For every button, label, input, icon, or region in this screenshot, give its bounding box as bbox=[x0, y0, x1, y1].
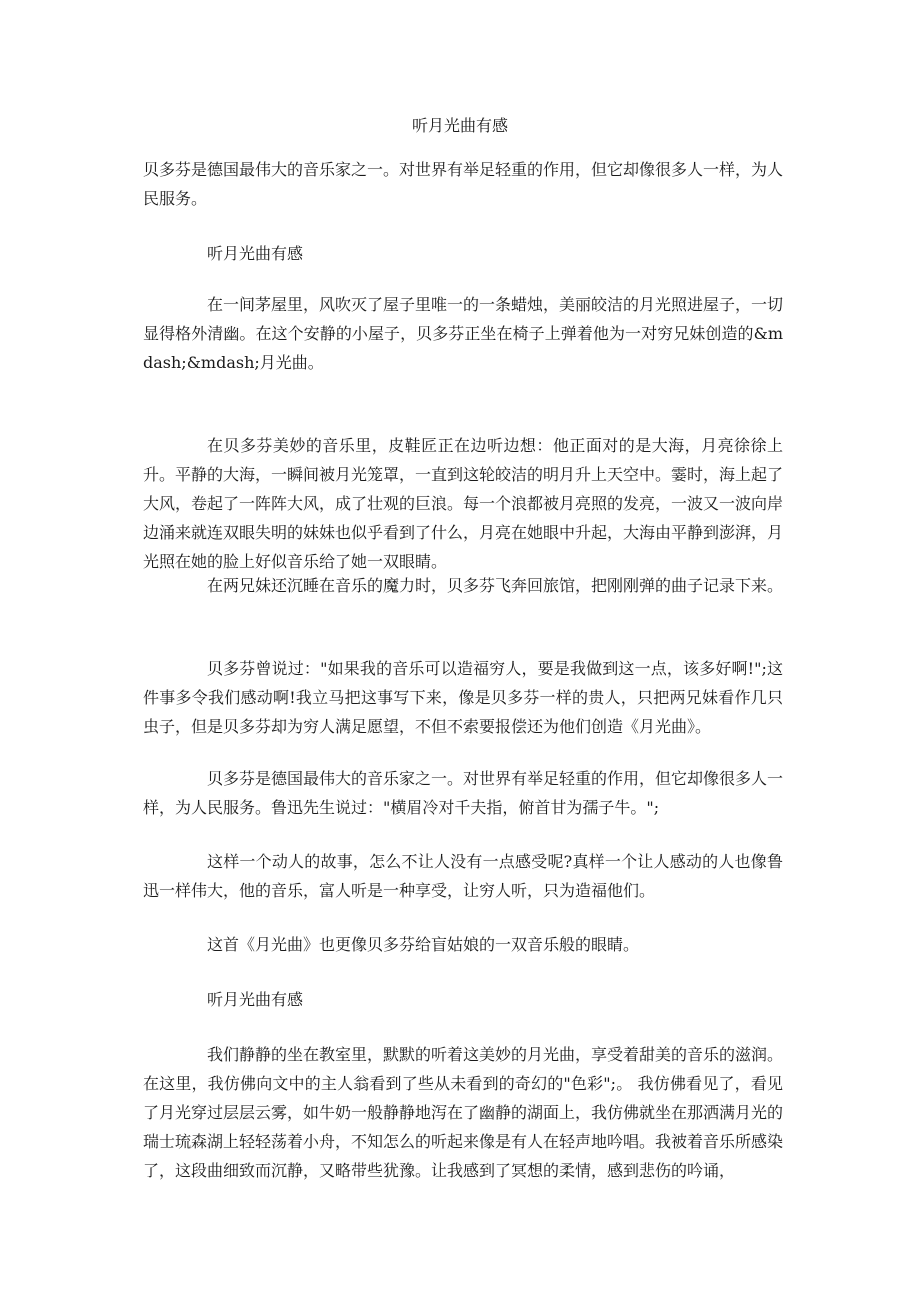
section-subtitle: 听月光曲有感 bbox=[207, 990, 304, 1009]
body-paragraph: 在贝多芬美妙的音乐里，皮鞋匠正在边听边想：他正面对的是大海，月亮徐徐上升。平静的大海，一瞬间被月光笼罩，一直到这轮皎洁的明月升上天空中。霎时，海上起了大风，卷起了一阵阵大风，成了壮观的巨浪。每一个浪都被月亮照的发亮，一波又一波向岸边涌来就连双眼失明的妹妹也似乎看到了什么，月亮在她眼中升起，大海由平静到澎湃，月光照在她的脸上好似音乐给了她一双眼睛。 bbox=[143, 436, 784, 571]
body-paragraph: 我们静静的坐在教室里，默默的听着这美妙的月光曲，享受着甜美的音乐的滋润。在这里，我仿佛向文中的主人翁看到了些从未看到的奇幻的"色彩";。 我仿佛看见了，看见了月光穿过层层云雾，如牛奶一般静静地泻在了幽静的湖面上，我仿佛就坐在那洒满月光的瑞士琉森湖上轻轻荡着小舟，不知怎么的听起来像是有人在轻声地吟唱。我被着音乐所感染了，这段曲细致而沉静，又略带些犹豫。让我感到了冥想的柔情，感到悲伤的吟诵， bbox=[143, 1045, 784, 1180]
body-paragraph: 在一间茅屋里，风吹灭了屋子里唯一的一条蜡烛，美丽皎洁的月光照进屋子，一切显得格外清幽。在这个安静的小屋子，贝多芬正坐在椅子上弹着他为一对穷兄妹创造的&mdash;&mdash;月光曲。 bbox=[143, 295, 784, 372]
body-paragraph: 这样一个动人的故事，怎么不让人没有一点感受呢?真样一个让人感动的人也像鲁迅一样伟大，他的音乐，富人听是一种享受，让穷人听，只为造福他们。 bbox=[143, 852, 783, 900]
body-paragraph: 在两兄妹还沉睡在音乐的魔力时，贝多芬飞奔回旅馆，把刚刚弹的曲子记录下来。 bbox=[207, 576, 784, 595]
intro-paragraph: 贝多芬是德国最伟大的音乐家之一。对世界有举足轻重的作用，但它却像很多人一样，为人民服务。 bbox=[143, 160, 784, 208]
document-title: 听月光曲有感 bbox=[411, 116, 508, 135]
body-paragraph: 贝多芬是德国最伟大的音乐家之一。对世界有举足轻重的作用，但它却像很多人一样，为人民服务。鲁迅先生说过："横眉冷对千夫指，俯首甘为孺子牛。"; bbox=[143, 769, 784, 817]
body-paragraph: 贝多芬曾说过："如果我的音乐可以造福穷人，要是我做到这一点，该多好啊!";这件事多令我们感动啊!我立马把这事写下来，像是贝多芬一样的贵人，只把两兄妹看作几只虫子，但是贝多芬却为穷人满足愿望，不但不索要报偿还为他们创造《月光曲》。 bbox=[143, 659, 783, 736]
body-paragraph: 这首《月光曲》也更像贝多芬给盲姑娘的一双音乐般的眼睛。 bbox=[207, 935, 640, 954]
section-subtitle: 听月光曲有感 bbox=[207, 244, 304, 263]
